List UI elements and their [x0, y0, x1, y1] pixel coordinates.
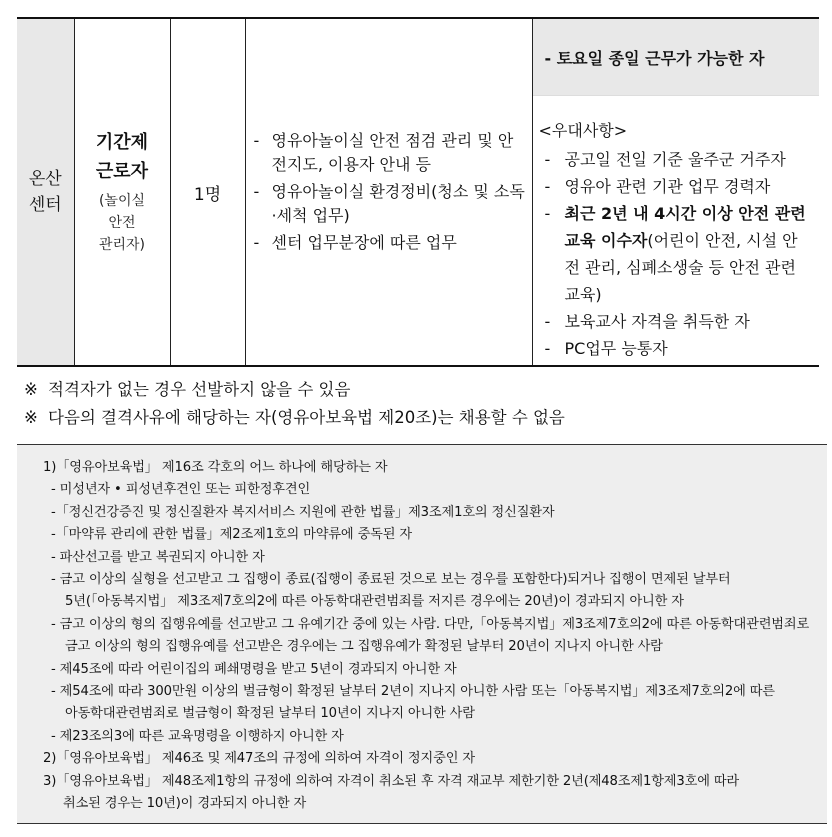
preferences [533, 96, 820, 362]
preference-plain-text: 공고일 전일 기준 울주군 거주자 [564, 150, 786, 169]
preference-dash: - [544, 339, 551, 358]
job-type-title: 기간제 근로자 [95, 132, 149, 182]
note-line [24, 376, 814, 404]
preference-plain-text: PC업무 능통자 [564, 339, 668, 358]
disqualification-box [17, 444, 827, 824]
preference-dash: - [544, 204, 551, 223]
disqualification-line: 1)「영유아보육법」 제16조 각호의 어느 하나에 해당하는 자 [43, 460, 388, 475]
disqualification-line: 아동학대관련범죄로 벌금형이 확정된 날부터 10년이 지나지 아니한 사람 [65, 706, 475, 722]
duty-item [254, 129, 526, 177]
preference-heading: <우대사항> [538, 121, 628, 140]
job-type-subtitle: (놀이실 안전 관리자) [98, 193, 146, 253]
disqualification-line: - 제45조에 따라 어린이집의 폐쇄명령을 받고 5년이 경과되지 아니한 자 [51, 661, 457, 677]
preference-plain-text: (어린이 안전, 시설 안전 관리, 심폐소생술 등 안전 관련 교육) [564, 231, 798, 304]
preference-item [539, 173, 812, 200]
duty-text: 영유아놀이실 환경정비(청소 및 소독·세척 업무) [271, 182, 525, 225]
preference-text [565, 146, 812, 173]
requirement-saturday: - 토요일 종일 근무가 가능한 자 [533, 19, 820, 96]
duty-dash: - [253, 182, 260, 201]
duty-item [254, 180, 526, 228]
disqualification-line: 2)「영유아보육법」 제46조 및 제47조의 규정에 의하여 자격이 정지중인 자 [43, 751, 475, 767]
note-mark: ※ [24, 408, 38, 427]
preference-text [565, 200, 812, 308]
preference-bold-text: 최근 2년 내 4시간 이상 안전 관련 교육 이수자 [564, 204, 806, 250]
duty-dash: - [253, 131, 260, 150]
preference-list [539, 146, 812, 362]
disqualification-line: - 금고 이상의 형의 집행유예를 선고받고 그 유예기간 중에 있는 사람. 다만,「아동복지법」제3조제7호의2에 따른 아동학대관련범죄로 [51, 616, 810, 632]
disqualification-line: - 금고 이상의 실형을 선고받고 그 집행이 종료(집행이 종료된 것으로 보는 경우를 포함한다)되거나 집행이 면제된 날부터 [51, 572, 731, 588]
preference-item [539, 308, 812, 335]
disqualification-line: 3)「영유아보육법」 제48조제1항의 규정에 의하여 자격이 취소된 후 자격 재교부 제한기한 2년(제48조제1항제3호에 따라 [43, 773, 740, 789]
center-name: 온산 센터 [28, 169, 62, 215]
preference-dash: - [544, 312, 551, 331]
headcount: 1명 [193, 184, 222, 205]
job-row [17, 18, 819, 366]
disqualification-line: 금고 이상의 형의 집행유예를 선고받은 경우에는 그 집행유예가 확정된 날부터 20년이 지나지 아니한 사람 [65, 639, 663, 655]
notes [24, 376, 814, 432]
duties-cell [245, 18, 532, 366]
preference-text [565, 308, 812, 335]
disqualification-line: 5년(「아동복지법」 제3조제7호의2에 따른 아동학대관련범죄를 저지른 경우에는 20년)이 경과되지 아니한 자 [65, 594, 684, 610]
disqualification-line: -「마약류 관리에 관한 법률」제2조제1호의 마약류에 중독된 자 [51, 527, 412, 543]
preference-plain-text: 보육교사 자격을 취득한 자 [564, 312, 750, 331]
note-text: 적격자가 없는 경우 선발하지 않을 수 있음 [48, 380, 351, 399]
preference-plain-text: 영유아 관련 기관 업무 경력자 [564, 177, 771, 196]
preference-text [565, 173, 812, 200]
preference-text [565, 335, 812, 362]
disqualification-line: 취소된 경우는 10년)이 경과되지 아니한 자 [63, 796, 307, 812]
duties-list [254, 129, 526, 255]
note-mark: ※ [24, 380, 38, 399]
disqualification-line: -「정신건강증진 및 정신질환자 복지서비스 지원에 관한 법률」제3조제1호의 정신질환자 [51, 504, 555, 520]
preference-dash: - [544, 177, 551, 196]
job-type-cell [74, 18, 170, 366]
note-line [24, 404, 814, 432]
disqualification-line: - 미성년자 • 피성년후견인 또는 피한정후견인 [51, 482, 311, 498]
requirements-cell [532, 18, 819, 366]
preference-item [539, 335, 812, 362]
disqualification-line: - 파산선고를 받고 복권되지 아니한 자 [51, 549, 265, 565]
preference-item [539, 200, 812, 308]
job-table [17, 17, 819, 367]
disqualification-line: - 제23조의3에 따른 교육명령을 이행하지 아니한 자 [51, 728, 344, 744]
duty-text: 센터 업무분장에 따른 업무 [271, 233, 457, 252]
preference-item [539, 146, 812, 173]
duty-item [254, 231, 526, 255]
duty-dash: - [253, 233, 260, 252]
note-text: 다음의 결격사유에 해당하는 자(영유아보육법 제20조)는 채용할 수 없음 [48, 408, 565, 427]
center-cell [17, 18, 74, 366]
headcount-cell [170, 18, 245, 366]
disqualification-line: - 제54조에 따라 300만원 이상의 벌금형이 확정된 날부터 2년이 지나지 아니한 사람 또는「아동복지법」제3조제7호의2에 따른 [51, 684, 775, 700]
preference-dash: - [544, 150, 551, 169]
duty-text: 영유아놀이실 안전 점검 관리 및 안전지도, 이용자 안내 등 [271, 131, 514, 174]
